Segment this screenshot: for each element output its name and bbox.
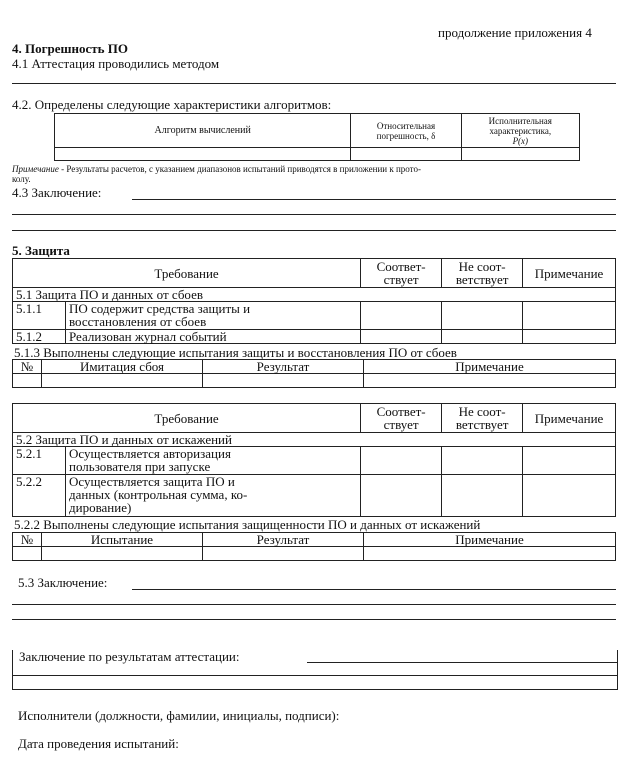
- table-row: [13, 374, 616, 388]
- note-header: Примечание: [523, 404, 616, 433]
- table-row: [13, 330, 616, 344]
- requirement-header: Требование: [13, 259, 361, 288]
- note-cell[interactable]: [523, 302, 616, 330]
- test-header: Испытание: [42, 533, 203, 547]
- note-header: Примечание: [364, 360, 616, 374]
- no-match-cell[interactable]: [442, 475, 523, 517]
- section-4-3-label: 4.3 Заключение:: [12, 185, 102, 200]
- final-conclusion-line-3[interactable]: [13, 689, 617, 690]
- row-number: 5.2.1: [13, 447, 66, 475]
- section-4-3-line-3[interactable]: [12, 230, 616, 231]
- note-cell[interactable]: [523, 447, 616, 475]
- no-match-cell[interactable]: [442, 447, 523, 475]
- section-5-1-3-text: 5.1.3 Выполнены следующие испытания защиты и восстановления ПО от сбоев: [14, 345, 457, 360]
- requirements-table-2: [12, 403, 616, 517]
- group-row-5-2: 5.2 Защита ПО и данных от искажений: [13, 433, 616, 447]
- no-match-cell[interactable]: [442, 330, 523, 344]
- row-number: 5.1.1: [13, 302, 66, 330]
- note-text: Примечание - Результаты расчетов, с указанием диапазонов испытаний приводятся в приложении к прото- колу.: [12, 164, 421, 184]
- section-4-title: 4. Погрешность ПО: [12, 41, 128, 56]
- section-4-1-line: [12, 83, 616, 84]
- section-5-3-line-3[interactable]: [12, 619, 616, 620]
- section-4-1-text: 4.1 Аттестация проводились методом: [12, 56, 220, 71]
- note-header: Примечание: [364, 533, 616, 547]
- match-cell[interactable]: [361, 475, 442, 517]
- row-number: 5.1.2: [13, 330, 66, 344]
- section-5-3-line-2[interactable]: [12, 604, 616, 605]
- requirement-text: Реализован журнал событий: [66, 330, 361, 344]
- section-5-3-label: 5.3 Заключение:: [18, 575, 108, 590]
- no-match-header: Не соот- ветствует: [442, 404, 523, 433]
- section-5-2-2-text: 5.2.2 Выполнены следующие испытания защищенности ПО и данных от искажений: [14, 517, 481, 532]
- no-match-cell[interactable]: [442, 302, 523, 330]
- continuation-label: продолжение приложения 4: [438, 25, 592, 40]
- requirement-header: Требование: [13, 404, 361, 433]
- num-header: №: [13, 533, 42, 547]
- performers-label: Исполнители (должности, фамилии, инициалы, подписи):: [18, 708, 340, 723]
- exec-characteristic-cell[interactable]: [461, 148, 579, 161]
- match-cell[interactable]: [361, 330, 442, 344]
- requirement-text: Осуществляется защита ПО и данных (контрольная сумма, ко- дирование): [66, 475, 361, 517]
- requirement-text: ПО содержит средства защиты и восстановления от сбоев: [66, 302, 361, 330]
- group-row-5-1: 5.1 Защита ПО и данных от сбоев: [13, 288, 616, 302]
- requirement-text: Осуществляется авторизация пользователя при запуске: [66, 447, 361, 475]
- section-5-3-line-1[interactable]: [132, 589, 616, 590]
- exec-characteristic-header: Исполнительная характеристика, P(x): [461, 114, 579, 148]
- match-cell[interactable]: [361, 302, 442, 330]
- match-header: Соответ- ствует: [361, 404, 442, 433]
- no-match-header: Не соот- ветствует: [442, 259, 523, 288]
- requirements-table-1: [12, 258, 616, 344]
- section-5-title: 5. Защита: [12, 243, 70, 258]
- final-conclusion-box: [12, 650, 618, 690]
- table-row: [13, 447, 616, 475]
- failure-tests-table: [12, 359, 616, 388]
- section-4-3-line-2[interactable]: [12, 214, 616, 215]
- note-header: Примечание: [523, 259, 616, 288]
- row-number: 5.2.2: [13, 475, 66, 517]
- result-header: Результат: [203, 360, 364, 374]
- relative-error-header: Относительная погрешность, δ: [351, 114, 461, 148]
- num-header: №: [13, 360, 42, 374]
- table-row: [13, 475, 616, 517]
- relative-error-cell[interactable]: [351, 148, 461, 161]
- integrity-tests-table: [12, 532, 616, 561]
- table-row: [13, 547, 616, 561]
- algorithm-table: [54, 113, 580, 161]
- algorithm-cell[interactable]: [55, 148, 351, 161]
- table-row: [13, 302, 616, 330]
- test-date-label: Дата проведения испытаний:: [18, 736, 179, 751]
- simulation-header: Имитация сбоя: [42, 360, 203, 374]
- note-cell[interactable]: [523, 330, 616, 344]
- match-cell[interactable]: [361, 447, 442, 475]
- section-4-2-text: 4.2. Определены следующие характеристики алгоритмов:: [12, 97, 332, 112]
- note-cell[interactable]: [523, 475, 616, 517]
- algorithm-header: Алгоритм вычислений: [55, 114, 351, 148]
- final-conclusion-line-1[interactable]: [307, 662, 617, 663]
- result-header: Результат: [203, 533, 364, 547]
- final-conclusion-line-2[interactable]: [13, 675, 617, 676]
- match-header: Соответ- ствует: [361, 259, 442, 288]
- section-4-3-line-1[interactable]: [132, 199, 616, 200]
- final-conclusion-label: Заключение по результатам аттестации:: [19, 649, 240, 664]
